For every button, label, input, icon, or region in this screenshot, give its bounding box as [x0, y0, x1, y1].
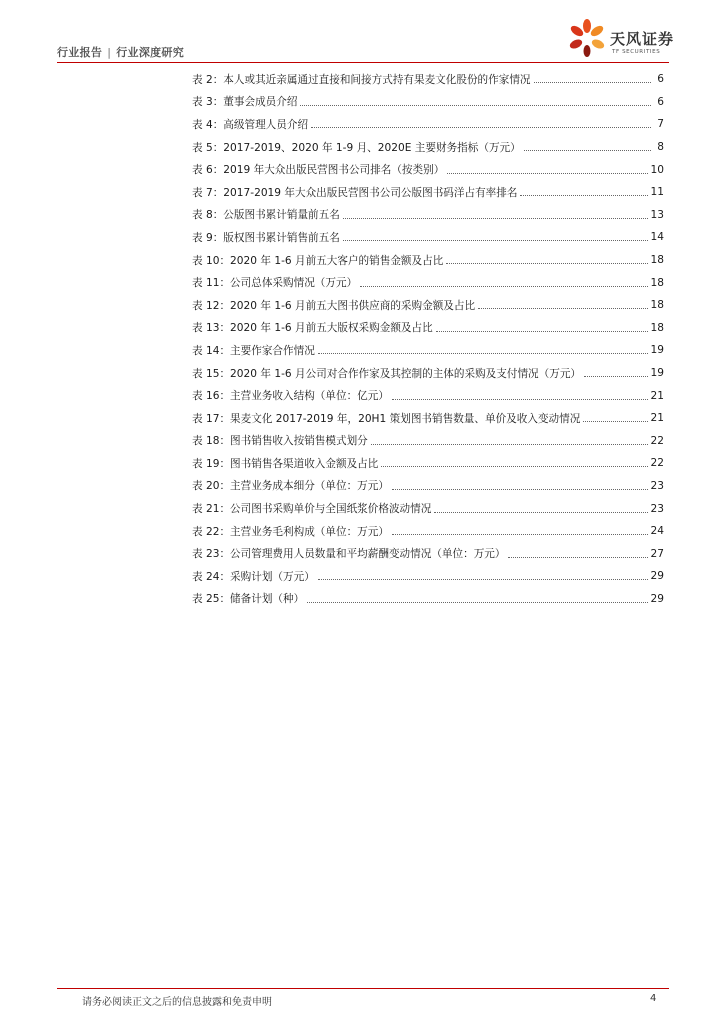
toc-entry-page: 7: [657, 118, 664, 131]
report-subtype-label: 行业深度研究: [116, 46, 185, 59]
toc-entry[interactable]: [192, 565, 664, 588]
toc-entry[interactable]: [192, 384, 664, 407]
toc-entry-label: 表 5：2017-2019、2020 年 1-9 月、2020E 主要财务指标（万元）: [192, 141, 521, 154]
toc-entry[interactable]: [192, 520, 664, 543]
toc-dot-leader: [392, 398, 648, 400]
toc-entry-page: 22: [650, 434, 664, 447]
report-type-label: 行业报告: [57, 46, 103, 59]
toc-entry-page: 23: [650, 479, 664, 492]
toc-entry[interactable]: [192, 452, 664, 475]
toc-dot-leader: [520, 194, 647, 196]
toc-entry-label: 表 7：2017-2019 年大众出版民营图书公司公版图书码洋占有率排名: [192, 186, 518, 199]
toc-entry[interactable]: [192, 91, 664, 114]
toc-dot-leader: [447, 172, 647, 174]
toc-dot-leader: [360, 285, 647, 287]
toc-entry-label: 表 9：版权图书累计销售前五名: [192, 231, 340, 244]
toc-entry-label: 表 25：储备计划（种）: [192, 593, 305, 606]
toc-entry-page: 18: [650, 321, 664, 334]
logo-name-en: TF SECURITIES: [612, 49, 661, 55]
toc-entry[interactable]: [192, 249, 664, 272]
toc-entry-label: 表 18：图书销售收入按销售模式划分: [192, 435, 368, 448]
page-header: [0, 0, 724, 60]
toc-entry-label: 表 11：公司总体采购情况（万元）: [192, 277, 358, 290]
toc-entry[interactable]: [192, 136, 664, 159]
toc-dot-leader: [434, 511, 647, 513]
toc-entry-label: 表 12：2020 年 1-6 月前五大图书供应商的采购金额及占比: [192, 299, 476, 312]
toc-entry-label: 表 23：公司管理费用人员数量和平均薪酬变动情况（单位：万元）: [192, 548, 506, 561]
toc-entry-page: 18: [650, 299, 664, 312]
toc-entry-page: 24: [650, 525, 664, 538]
toc-entry-label: 表 4：高级管理人员介绍: [192, 118, 309, 131]
toc-entry-page: 29: [650, 592, 664, 605]
toc-entry-label: 表 19：图书销售各渠道收入金额及占比: [192, 457, 379, 470]
toc-entry-page: 19: [650, 344, 664, 357]
toc-entry-page: 22: [650, 457, 664, 470]
toc-entry-label: 表 10：2020 年 1-6 月前五大客户的销售金额及占比: [192, 254, 444, 267]
toc-entry-label: 表 24：采购计划（万元）: [192, 570, 315, 583]
toc-dot-leader: [508, 556, 647, 558]
logo-name-cn: 天风证券: [610, 30, 675, 48]
toc-dot-leader: [307, 601, 647, 603]
toc-entry-label: 表 20：主营业务成本细分（单位：万元）: [192, 480, 389, 493]
toc-entry[interactable]: [192, 68, 664, 91]
toc-entry-page: 11: [650, 186, 664, 199]
toc-dot-leader: [311, 126, 651, 128]
toc-entry-label: 表 8：公版图书累计销量前五名: [192, 209, 340, 222]
toc-dot-leader: [343, 239, 648, 241]
report-category: [57, 44, 184, 60]
toc-entry[interactable]: [192, 204, 664, 227]
toc-dot-leader: [392, 533, 648, 535]
footer-disclaimer: 请务必阅读正文之后的信息披露和免责申明: [82, 997, 272, 1008]
toc-entry-page: 19: [650, 367, 664, 380]
toc-entry[interactable]: [192, 294, 664, 317]
toc-dot-leader: [318, 352, 648, 354]
toc-entry[interactable]: [192, 226, 664, 249]
toc-entry-page: 29: [650, 570, 664, 583]
toc-dot-leader: [524, 149, 651, 151]
toc-dot-leader: [300, 104, 651, 106]
toc-entry[interactable]: [192, 430, 664, 453]
toc-entry-label: 表 13：2020 年 1-6 月前五大版权采购金额及占比: [192, 322, 433, 335]
toc-entry[interactable]: [192, 588, 664, 611]
toc-entry[interactable]: [192, 497, 664, 520]
table-of-contents: [192, 68, 664, 610]
header-divider: [57, 62, 669, 63]
toc-entry[interactable]: [192, 475, 664, 498]
toc-entry-label: 表 15：2020 年 1-6 月公司对合作作家及其控制的主体的采购及支付情况（万元）: [192, 367, 582, 380]
toc-entry-page: 23: [650, 502, 664, 515]
toc-entry[interactable]: [192, 339, 664, 362]
toc-entry-page: 21: [650, 389, 664, 402]
footer-divider: [57, 988, 669, 989]
toc-entry[interactable]: [192, 362, 664, 385]
tf-securities-logo-icon: [566, 18, 608, 60]
toc-entry-label: 表 3：董事会成员介绍: [192, 96, 298, 109]
toc-entry[interactable]: [192, 317, 664, 340]
toc-entry-page: 18: [650, 254, 664, 267]
toc-entry-label: 表 16：主营业务收入结构（单位：亿元）: [192, 390, 389, 403]
toc-entry[interactable]: [192, 542, 664, 565]
toc-dot-leader: [381, 465, 647, 467]
header-separator: |: [107, 46, 112, 59]
toc-entry[interactable]: [192, 158, 664, 181]
toc-entry-label: 表 21：公司图书采购单价与全国纸浆价格波动情况: [192, 503, 432, 516]
toc-dot-leader: [436, 330, 648, 332]
toc-dot-leader: [371, 443, 648, 445]
toc-entry-label: 表 6：2019 年大众出版民营图书公司排名（按类别）: [192, 164, 445, 177]
toc-dot-leader: [584, 375, 647, 377]
toc-entry-page: 18: [650, 276, 664, 289]
toc-entry-label: 表 22：主营业务毛利构成（单位：万元）: [192, 525, 389, 538]
company-logo: [566, 18, 676, 60]
toc-entry-page: 8: [657, 141, 664, 154]
page-number: 4: [650, 993, 657, 1004]
toc-entry[interactable]: [192, 113, 664, 136]
toc-dot-leader: [446, 262, 647, 264]
toc-dot-leader: [318, 578, 648, 580]
toc-dot-leader: [392, 488, 648, 490]
toc-dot-leader: [583, 420, 647, 422]
toc-entry-page: 27: [650, 547, 664, 560]
toc-entry[interactable]: [192, 407, 664, 430]
toc-entry-page: 21: [650, 412, 664, 425]
toc-entry-page: 14: [650, 231, 664, 244]
toc-entry-page: 13: [650, 208, 664, 221]
toc-entry[interactable]: [192, 271, 664, 294]
toc-entry-page: 6: [657, 73, 664, 86]
toc-dot-leader: [478, 307, 647, 309]
toc-entry-label: 表 17：果麦文化 2017-2019 年，20H1 策划图书销售数量、单价及收入变动情况: [192, 412, 581, 425]
toc-dot-leader: [343, 217, 648, 219]
toc-entry-label: 表 14：主要作家合作情况: [192, 344, 315, 357]
toc-entry[interactable]: [192, 181, 664, 204]
toc-entry-label: 表 2：本人或其近亲属通过直接和间接方式持有果麦文化股份的作家情况: [192, 73, 531, 86]
toc-dot-leader: [534, 81, 651, 83]
toc-entry-page: 6: [657, 95, 664, 108]
toc-entry-page: 10: [650, 163, 664, 176]
